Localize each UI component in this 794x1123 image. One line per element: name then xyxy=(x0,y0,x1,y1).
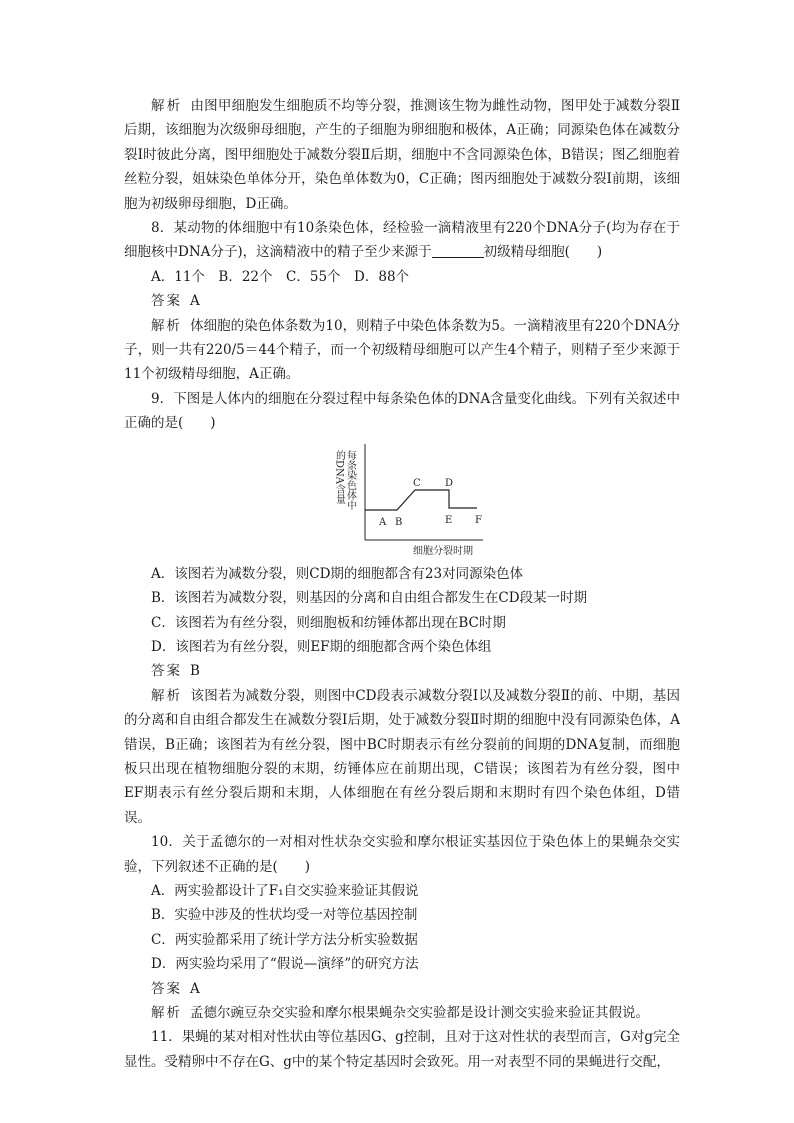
analysis-label: 解析 xyxy=(151,98,183,114)
analysis-label: 解析 xyxy=(151,317,183,334)
q11-stem: 11．果蝇的某对相对性状由等位基因G、g控制，且对于这对性状的表型而言，G对g完全显性。受精卵中不存在G、g中的某个特定基因时会致死。用一对表型不同的果蝇进行交配， xyxy=(124,1029,680,1070)
q9-option-c: C．该图若为有丝分裂，则细胞板和纺锤体都出现在BC时期 xyxy=(151,614,506,631)
q10-analysis xyxy=(124,1001,680,1025)
q9-option-a: A．该图若为减数分裂，则CD期的细胞都含有23对同源染色体 xyxy=(151,565,524,582)
q9-answer xyxy=(124,659,680,683)
q8-stem xyxy=(124,216,680,265)
x-axis-label: 细胞分裂时期 xyxy=(413,545,473,557)
dna-curve-diagram xyxy=(333,438,487,558)
q10-stem: 10．关于孟德尔的一对相对性状杂交实验和摩尔根证实基因位于染色体上的果蝇杂交实验，下列叙述不正确的是( ) xyxy=(124,834,680,875)
document-body xyxy=(124,94,680,1074)
analysis-text: 孟德尔豌豆杂交实验和摩尔根果蝇杂交实验都是设计测交实验来验证其假说。 xyxy=(190,1005,649,1021)
question-text: 8．某动物的体细胞中有10条染色体，经检验一滴精液里有220个DNA分子(均为存在于细胞核中DNA分子)，这滴精液中的精子至少来源于 xyxy=(124,220,680,261)
analysis-text: 由图甲细胞发生细胞质不均等分裂，推测该生物为雌性动物，图甲处于减数分裂Ⅱ后期，该细胞为次级卵母细胞，产生的子细胞为卵细胞和极体，A正确；同源染色体在减数分裂Ⅰ时彼此分离，图甲细胞处于减数分裂Ⅱ后期，细胞中不含同源染色体，B错误；图乙细胞着丝粒分裂，姐妹染色单体分开，染色单体数为0，C正确；图丙细胞处于减数分裂Ⅰ前期，该细胞为初级卵母细胞，D正确。 xyxy=(124,98,681,212)
answer-value: B xyxy=(190,663,200,680)
q10-option-b: B．实验中涉及的性状均受一对等位基因控制 xyxy=(151,907,418,924)
q10-option-c: C．两实验都采用了统计学方法分析实验数据 xyxy=(151,931,418,948)
q8-analysis xyxy=(124,314,680,387)
question-text: 初级精母细胞( ) xyxy=(483,244,603,261)
answer-label: 答案 xyxy=(151,663,182,680)
point-b-label: B xyxy=(395,516,403,528)
q8-options: A．11个 B．22个 C．55个 D．88个 xyxy=(151,268,410,285)
analysis-text: 该图若为减数分裂，则图中CD段表示减数分裂Ⅰ以及减数分裂Ⅱ的前、中期，基因的分离和自由组合都发生在减数分裂Ⅰ后期，处于减数分裂Ⅱ时期的细胞中没有同源染色体，A错误，B正确；该图若为有丝分裂，图中BC时期表示有丝分裂前的间期的DNA复制，而细胞板只出现在植物细胞分裂的末期，纺锤体应在前期出现，C错误；该图若为有丝分裂，图中EF期表示有丝分裂后期和末期，人体细胞在有丝分裂后期和末期时有四个染色体组，D错误。 xyxy=(124,687,680,826)
answer-value: A xyxy=(190,980,200,997)
q10-answer xyxy=(124,977,680,1001)
answer-label: 答案 xyxy=(151,293,182,310)
y-axis-label-1: 每条染色体中 xyxy=(344,449,356,510)
point-e-label: E xyxy=(445,514,453,526)
q9-option-b: B．该图若为减数分裂，则基因的分离和自由组合都发生在CD段某一时期 xyxy=(151,590,588,607)
analysis-label: 解析 xyxy=(151,687,183,704)
answer-label: 答案 xyxy=(151,980,182,997)
q8-answer xyxy=(124,289,680,313)
point-a-label: A xyxy=(379,516,387,528)
y-axis-label-2: 的DNA含量 xyxy=(333,449,345,504)
analysis-text: 体细胞的染色体条数为10，则精子中染色体条数为5。一滴精液里有220个DNA分子，则一共有220/5＝44个精子，而一个初级精母细胞可以产生4个精子，则精子至少来源于11个初级精母细胞，A正确。 xyxy=(124,317,680,383)
point-d-label: D xyxy=(445,477,454,489)
q9-option-d: D．该图若为有丝分裂，则EF期的细胞都含两个染色体组 xyxy=(151,638,492,655)
dna-curve xyxy=(365,490,477,510)
answer-value: A xyxy=(190,293,200,310)
q9-analysis xyxy=(124,684,680,830)
point-f-label: F xyxy=(475,514,482,526)
q10-option-a: A．两实验都设计了F₁自交实验来验证其假说 xyxy=(151,882,419,899)
q9-stem: 9．下图是人体内的细胞在分裂过程中每条染色体的DNA含量变化曲线。下列有关叙述中正确的是( ) xyxy=(124,390,680,432)
q7-analysis xyxy=(124,94,680,216)
q10-option-d: D．两实验均采用了“假说—演绎”的研究方法 xyxy=(151,956,419,973)
fill-blank xyxy=(432,243,484,258)
point-c-label: C xyxy=(413,477,421,489)
analysis-label: 解析 xyxy=(151,1005,182,1021)
dna-content-figure xyxy=(124,436,680,562)
